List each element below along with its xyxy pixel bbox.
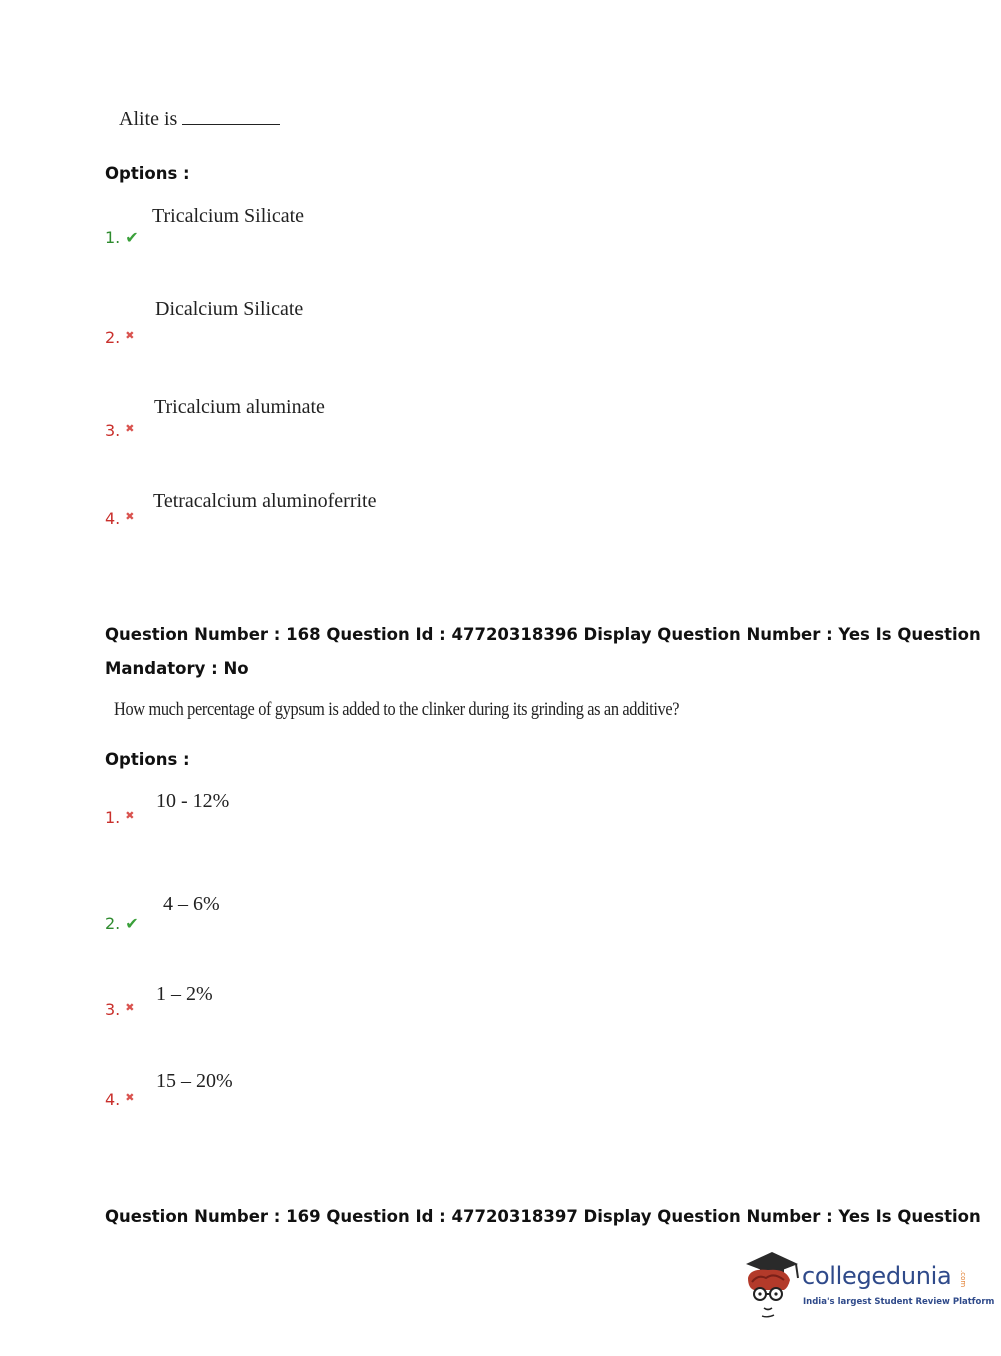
cross-icon: ✖ (125, 510, 135, 523)
option-number: 1. ✔ (105, 228, 139, 247)
logo-suffix: .com (959, 1270, 967, 1288)
option-number: 4. ✖ (105, 509, 135, 528)
question-header: Question Number : 169 Question Id : 47720318397 Display Question Number : Yes Is Question (105, 1207, 981, 1226)
cross-icon: ✖ (125, 329, 135, 342)
options-label: Options : (105, 164, 190, 183)
option-text: 10 - 12% (156, 790, 230, 812)
option-text: 1 – 2% (156, 983, 213, 1005)
options-label: Options : (105, 750, 190, 769)
cross-icon: ✖ (125, 809, 135, 822)
check-icon: ✔ (125, 228, 139, 247)
question-167-text (119, 106, 280, 131)
option-text: Tricalcium Silicate (152, 205, 305, 227)
logo-tagline: India's largest Student Review Platform (803, 1297, 995, 1307)
option-number: 2. ✖ (105, 328, 135, 347)
question-header: Question Number : 168 Question Id : 47720318396 Display Question Number : Yes Is Question (105, 625, 981, 644)
cross-icon: ✖ (125, 1091, 135, 1104)
option-number: 3. ✖ (105, 1000, 135, 1019)
collegedunia-logo[interactable] (738, 1248, 995, 1318)
cross-icon: ✖ (125, 1001, 135, 1014)
question-168-text: How much percentage of gypsum is added to the clinker during its grinding as an additive? (114, 699, 680, 720)
answer-blank (182, 106, 280, 125)
option-text: 4 – 6% (163, 893, 220, 915)
cross-icon: ✖ (125, 422, 135, 435)
logo-wordmark: collegedunia (802, 1262, 952, 1290)
option-number: 4. ✖ (105, 1090, 135, 1109)
option-text: Dicalcium Silicate (155, 298, 304, 320)
option-number: 1. ✖ (105, 808, 135, 827)
question-header-mandatory: Mandatory : No (105, 659, 249, 678)
option-text: 15 – 20% (156, 1070, 233, 1092)
check-icon: ✔ (125, 914, 139, 933)
option-number: 2. ✔ (105, 914, 139, 933)
question-text: Alite is (119, 108, 178, 130)
mascot-icon (738, 1248, 804, 1318)
option-text: Tricalcium aluminate (154, 396, 325, 418)
option-text: Tetracalcium aluminoferrite (153, 490, 377, 512)
option-number: 3. ✖ (105, 421, 135, 440)
